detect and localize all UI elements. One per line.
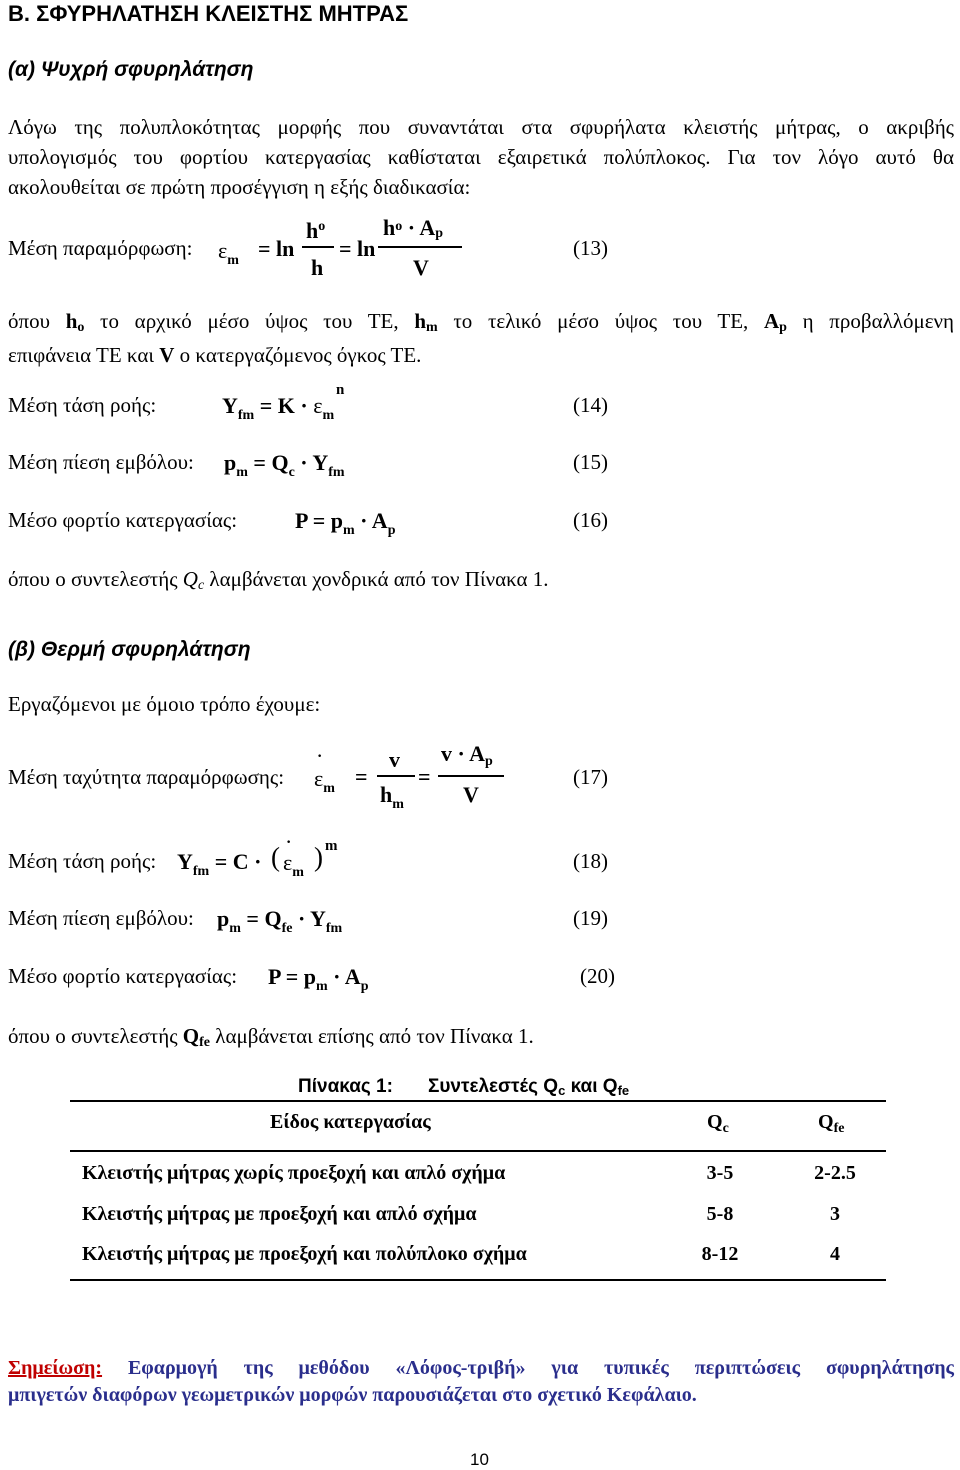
table-caption: Πίνακας 1: Συντελεστές Qc και Qfe: [298, 1076, 630, 1098]
page-number: 10: [470, 1450, 489, 1469]
hot-intro: Εργαζόμενοι με όμοιο τρόπο έχουμε:: [8, 692, 321, 716]
qc-note: όπου ο συντελεστής Qc λαμβάνεται χονδρικά από τον Πίνακα 1.: [8, 567, 549, 593]
note-label: Σημείωση:: [8, 1357, 103, 1379]
note-paragraph: Σημείωση: Εφαρμογή της μεθόδου «Λόφος-τριβή» για τυπικές περιπτώσεις σφυρηλάτησης μπιγετών διαφόρων γεωμετρικών μορφών παρουσιάζεται στο σχετικό Κεφάλαιο.: [8, 1357, 954, 1406]
subsection-heading-cold: (α) Ψυχρή σφυρηλάτηση: [8, 58, 254, 81]
definitions-paragraph: όπου ho το αρχικό μέσο ύψος του ΤΕ, hm το τελικό μέσο ύψος του ΤΕ, Ap η προβαλλόμενη επιφάνεια ΤΕ και V ο κατεργαζόμενος όγκος ΤΕ.: [8, 309, 954, 367]
table-header-qfe: $Q_{fe}$: [818, 1111, 845, 1136]
table-header-qc: $Q_c$: [707, 1111, 729, 1136]
qfe-note: όπου ο συντελεστής Qfe λαμβάνεται επίσης από τον Πίνακα 1.: [8, 1024, 534, 1050]
intro-paragraph: Λόγω της πολυπλοκότητας μορφής που συναντάται στα σφυρήλατα κλειστής μήτρας, ο ακριβής υπολογισμός του φορτίου κατεργασίας καθίσταται εξαιρετικά πολύπλοκος. Για τον λόγο αυτό θα ακολουθείται σε πρώτη προσέγγιση η εξής διαδικασία:: [8, 115, 954, 199]
section-heading: Β. ΣΦΥΡΗΛΑΤΗΣΗ ΚΛΕΙΣΤΗΣ ΜΗΤΡΑΣ: [8, 1, 409, 26]
table-header-type: Είδος κατεργασίας: [270, 1111, 431, 1133]
subsection-heading-hot: (β) Θερμή σφυρηλάτηση: [8, 638, 251, 661]
